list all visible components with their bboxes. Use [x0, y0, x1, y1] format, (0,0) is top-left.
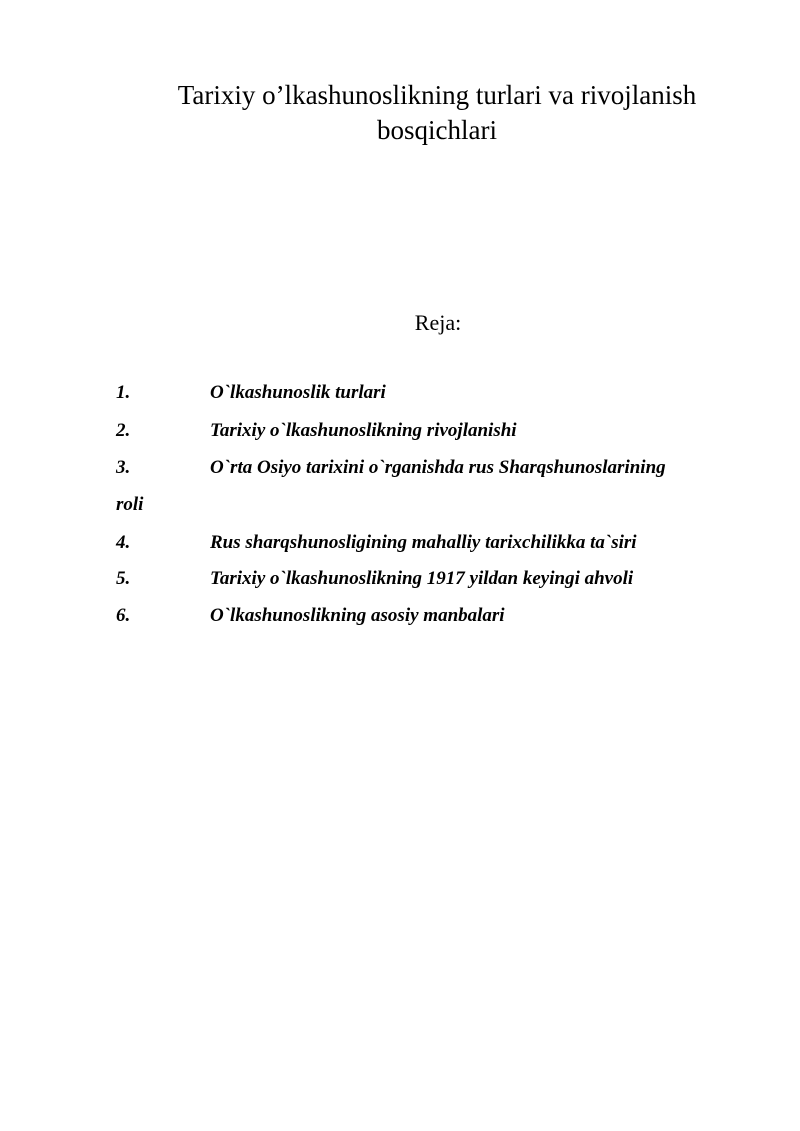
plan-item-number: 3. [116, 457, 131, 478]
plan-item-text: Tarixiy o`lkashunoslikning rivojlanishi [210, 420, 517, 441]
plan-item-continuation: roli [116, 494, 144, 515]
plan-item-text: O`rta Osiyo tarixini o`rganishda rus Sharqshunoslarining [210, 457, 666, 478]
plan-heading: Reja: [414, 310, 462, 335]
plan-item-text: O`lkashunoslikning asosiy manbalari [210, 605, 505, 626]
plan-item-text: Rus sharqshunosligining mahalliy tarixchilikka ta`siri [210, 532, 637, 553]
plan-item-number: 5. [116, 568, 131, 589]
plan-item-number: 6. [116, 605, 131, 626]
document-title: Tarixiy o’lkashunoslikning turlari va rivojlanish bosqichlari [177, 80, 697, 145]
plan-item-number: 1. [116, 382, 131, 403]
plan-item-text: O`lkashunoslik turlari [210, 382, 386, 403]
plan-item-number: 2. [116, 420, 131, 441]
plan-item-text: Tarixiy o`lkashunoslikning 1917 yildan keyingi ahvoli [210, 568, 634, 589]
plan-item-number: 4. [116, 532, 131, 553]
